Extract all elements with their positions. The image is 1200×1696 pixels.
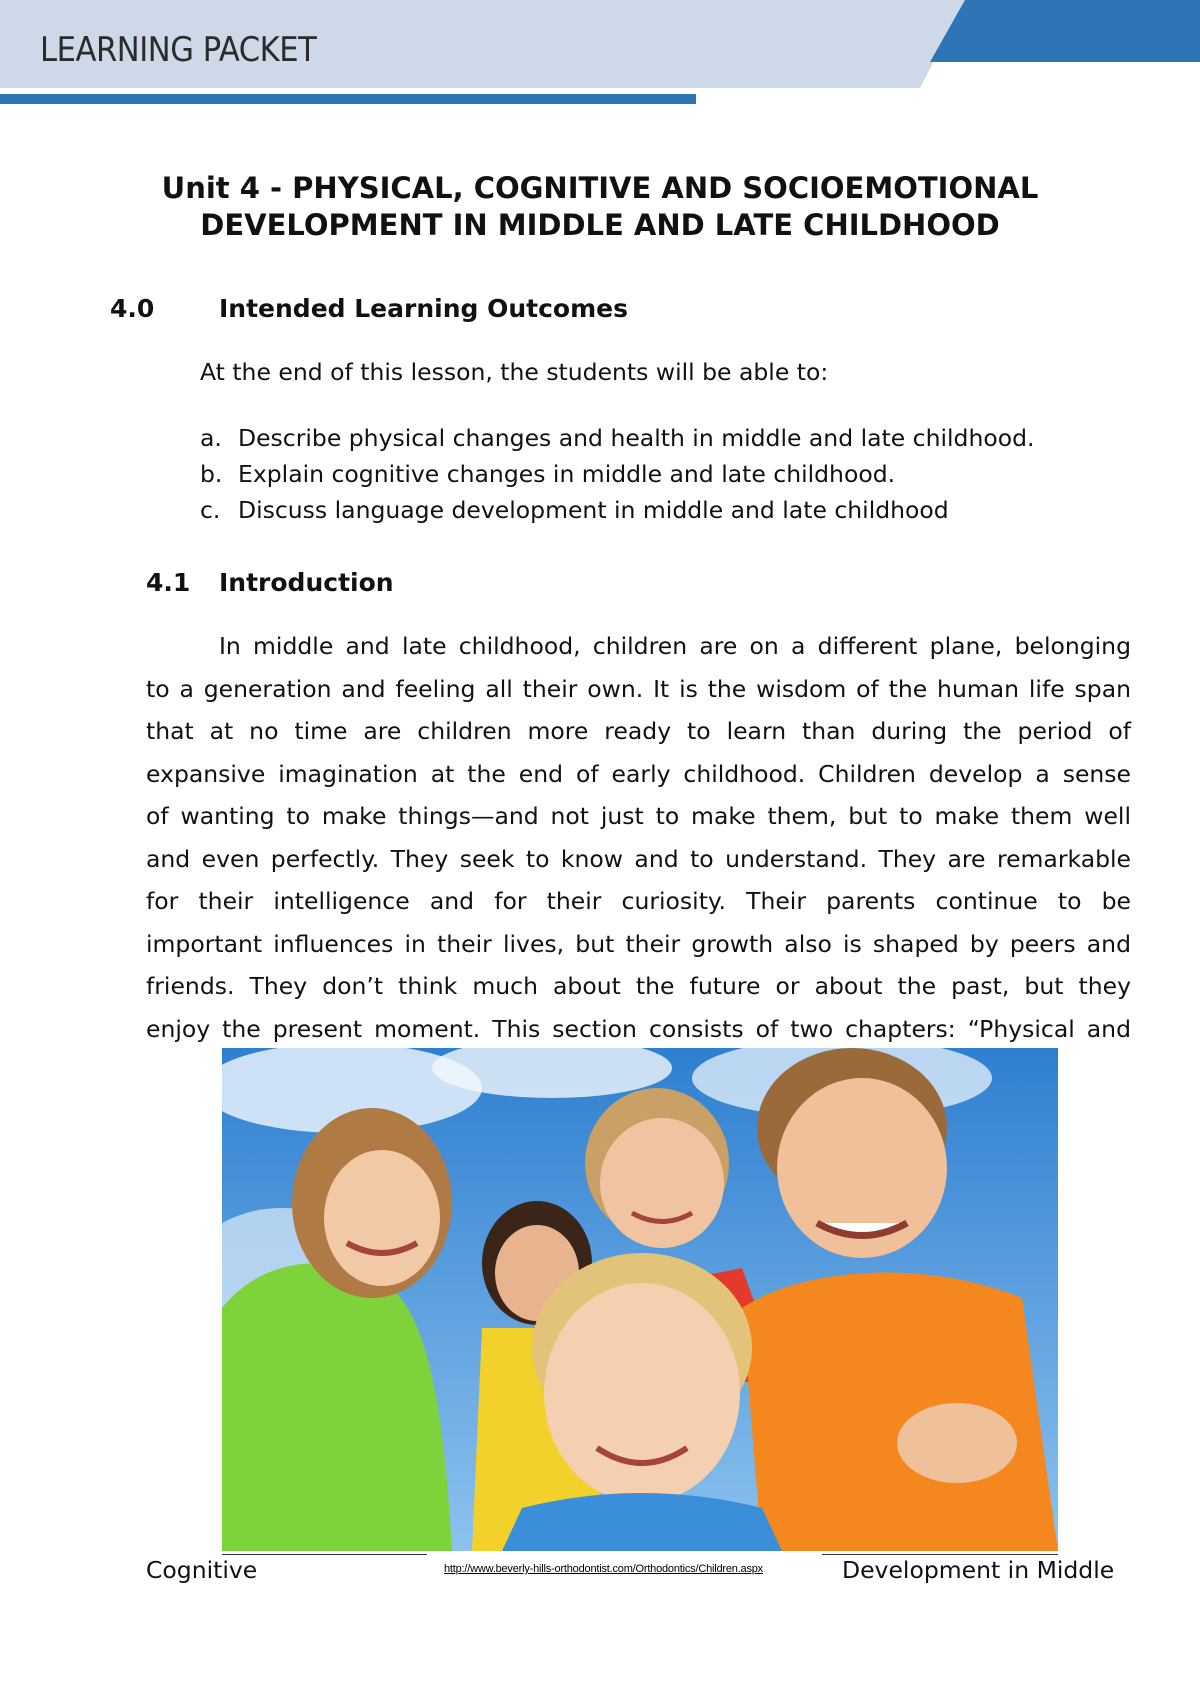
unit-title-line-2: DEVELOPMENT IN MIDDLE AND LATE CHILDHOOD: [200, 208, 1000, 242]
paragraph-line: for their intelligence and for their curiosity. Their parents continue to be: [146, 887, 1131, 915]
paragraph-continuation-left: Cognitive: [146, 1556, 258, 1584]
section-heading-outcomes: Intended Learning Outcomes: [219, 294, 628, 323]
list-item-text: Explain cognitive changes in middle and late childhood.: [238, 460, 896, 488]
paragraph-line: of wanting to make things—and not just to make them, but to make them well: [146, 802, 1131, 830]
photo-source-link[interactable]: http://www.beverly-hills-orthodontist.com/Orthodontics/Children.aspx: [444, 1563, 763, 1575]
intro-paragraph: [146, 625, 1131, 1050]
list-marker: a.: [200, 424, 222, 452]
paragraph-line: important influences in their lives, but their growth also is shaped by peers and: [146, 929, 1131, 958]
paragraph-line: friends. They don’t think much about the future or about the past, but they: [146, 972, 1131, 1000]
list-marker: c.: [200, 496, 221, 524]
list-item-text: Describe physical changes and health in middle and late childhood.: [238, 424, 1035, 452]
unit-title-line-1: Unit 4 - PHYSICAL, COGNITIVE AND SOCIOEMOTIONAL: [161, 171, 1039, 205]
outcomes-lead: At the end of this lesson, the students will be able to:: [200, 358, 829, 386]
list-item: [200, 492, 1035, 528]
caption-rule-right: [822, 1554, 1058, 1555]
paragraph-line: In middle and late childhood, children are on a different plane, belonging: [219, 632, 1131, 660]
packet-title: LEARNING PACKET: [40, 30, 317, 70]
section-number-intro: 4.1: [146, 568, 191, 597]
unit-title: [100, 170, 1100, 244]
section-number-outcomes: 4.0: [110, 294, 155, 323]
children-photo-illustration: [222, 1048, 1058, 1551]
outcomes-list: [200, 420, 1035, 528]
paragraph-line: to a generation and feeling all their own. It is the wisdom of the human life span: [146, 674, 1131, 703]
paragraph-continuation-right: Development in Middle: [842, 1556, 1115, 1584]
paragraph-line: and even perfectly. They seek to know and to understand. They are remarkable: [146, 844, 1131, 873]
section-heading-intro: Introduction: [219, 568, 394, 597]
paragraph-line: expansive imagination at the end of early childhood. Children develop a sense: [146, 759, 1131, 788]
list-marker: b.: [200, 460, 223, 488]
list-item: [200, 456, 1035, 492]
children-photo: [222, 1048, 1058, 1551]
paragraph-line: that at no time are children more ready to learn than during the period of: [146, 717, 1131, 745]
paragraph-line: enjoy the present moment. This section consists of two chapters: “Physical and: [146, 1014, 1131, 1043]
list-item: [200, 420, 1035, 456]
list-item-text: Discuss language development in middle and late childhood: [238, 496, 949, 524]
caption-rule-left: [222, 1554, 427, 1555]
